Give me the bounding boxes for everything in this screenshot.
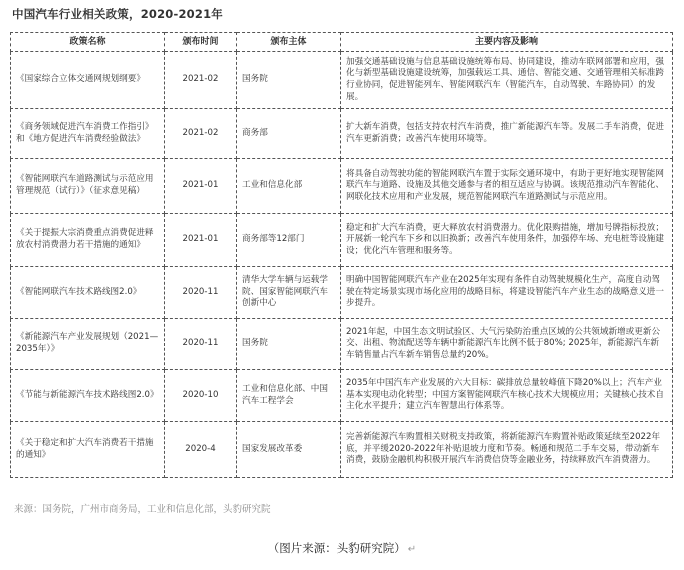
issuer-cell: 工业和信息化部、中国汽车工程学会 <box>237 370 341 422</box>
issuer-cell: 国务院 <box>237 319 341 370</box>
issue-date-cell: 2020-10 <box>165 370 237 422</box>
source-note: 来源：国务院，广州市商务局，工业和信息化部，头豹研究院 <box>14 504 271 515</box>
table-row <box>11 370 673 422</box>
policy-table <box>10 32 673 478</box>
content-cell: 稳定和扩大汽车消费，更大释放农村消费潜力。优化限购措施，增加号牌指标投放；开展新一轮汽车下乡和以旧换新；改善汽车使用条件，加强停车场、充电桩等设施建设；优化汽车管理和服务等。 <box>341 214 673 267</box>
table-row <box>11 422 673 478</box>
table-row <box>11 319 673 370</box>
issuer-cell: 商务部 <box>237 109 341 159</box>
issuer-cell: 商务部等12部门 <box>237 214 341 267</box>
issuer-cell: 工业和信息化部 <box>237 159 341 214</box>
issuer-cell: 国务院 <box>237 52 341 109</box>
header-issue-date: 颁布时间 <box>165 33 237 52</box>
header-policy-name: 政策名称 <box>11 33 165 52</box>
policy-name-cell: 《关于提振大宗消费重点消费促进释放农村消费潜力若干措施的通知》 <box>11 214 165 267</box>
policy-name-cell: 《关于稳定和扩大汽车消费若干措施的通知》 <box>11 422 165 478</box>
issuer-cell: 国家发展改革委 <box>237 422 341 478</box>
policy-name-cell: 《智能网联汽车道路测试与示范应用管理规范（试行）》（征求意见稿） <box>11 159 165 214</box>
issue-date-cell: 2021-02 <box>165 109 237 159</box>
table-row <box>11 159 673 214</box>
table-header-row <box>11 33 673 52</box>
table-row <box>11 214 673 267</box>
table-row <box>11 267 673 319</box>
content-cell: 完善新能源汽车购置相关财税支持政策，将新能源汽车购置补贴政策延续至2022年底，并平缓2020-2022年补贴退坡力度和节奏。畅通和规范二手车交易，带动新车消费，鼓励金融机构积极开展汽车消费信贷等金融业务，持续释放汽车消费潜力。 <box>341 422 673 478</box>
policy-name-cell: 《节能与新能源汽车技术路线图2.0》 <box>11 370 165 422</box>
policy-name-cell: 《国家综合立体交通网规划纲要》 <box>11 52 165 109</box>
header-content: 主要内容及影响 <box>341 33 673 52</box>
issue-date-cell: 2021-01 <box>165 214 237 267</box>
content-cell: 2021年起，中国生态文明试验区、大气污染防治重点区域的公共领域新增或更新公交、出租、物流配送等车辆中新能源汽车比例不低于80%; 2025年，新能源汽车新车销售量占汽车新车销售总量约20%。 <box>341 319 673 370</box>
paragraph-mark-icon: ↵ <box>407 544 417 555</box>
content-cell: 明确中国智能网联汽车产业在2025年实现有条件自动驾驶规模化生产，高度自动驾驶在特定场景实现市场化应用的战略目标，将建设智能汽车产业生态的战略意义进一步提升。 <box>341 267 673 319</box>
table-title: 中国汽车行业相关政策，2020-2021年 <box>12 7 223 21</box>
content-cell: 将具备自动驾驶功能的智能网联汽车置于实际交通环境中，有助于更好地实现智能网联汽车与道路、设施及其他交通参与者的相互适应与协调。该规范推动汽车智能化、网联化技术应用和产业发展，规范智能网联汽车道路测试与示范应用。 <box>341 159 673 214</box>
caption-text: （图片来源：头豹研究院） <box>267 541 406 555</box>
issue-date-cell: 2020-11 <box>165 267 237 319</box>
issue-date-cell: 2020-11 <box>165 319 237 370</box>
issue-date-cell: 2021-02 <box>165 52 237 109</box>
content-cell: 2035年中国汽车产业发展的六大目标：碳排放总量较峰值下降20%以上；汽车产业基本实现电动化转型；中国方案智能网联汽车核心技术大规模应用；关键核心技术自主化水平提升；建立汽车智慧出行体系等。 <box>341 370 673 422</box>
policy-table-wrapper <box>10 32 672 478</box>
policy-name-cell: 《商务领域促进汽车消费工作指引》和《地方促进汽车消费经验做法》 <box>11 109 165 159</box>
table-row <box>11 109 673 159</box>
header-issuer: 颁布主体 <box>237 33 341 52</box>
policy-name-cell: 《新能源汽车产业发展规划（2021—2035年）》 <box>11 319 165 370</box>
image-caption <box>0 540 684 556</box>
issue-date-cell: 2021-01 <box>165 159 237 214</box>
table-row <box>11 52 673 109</box>
content-cell: 扩大新车消费，包括支持农村汽车消费，推广新能源汽车等。发展二手车消费，促进汽车更新消费；改善汽车使用环境等。 <box>341 109 673 159</box>
issue-date-cell: 2020-4 <box>165 422 237 478</box>
policy-name-cell: 《智能网联汽车技术路线图2.0》 <box>11 267 165 319</box>
content-cell: 加强交通基础设施与信息基础设施统筹布局、协同建设，推动车联网部署和应用，强化与新型基础设施建设统筹，加强载运工具、通信、智能交通、交通管理相关标准跨行业协同，促进智能列车、智能网联汽车（智能汽车，自动驾驶、车路协同）的发展。 <box>341 52 673 109</box>
issuer-cell: 清华大学车辆与运载学院、国家智能网联汽车创新中心 <box>237 267 341 319</box>
